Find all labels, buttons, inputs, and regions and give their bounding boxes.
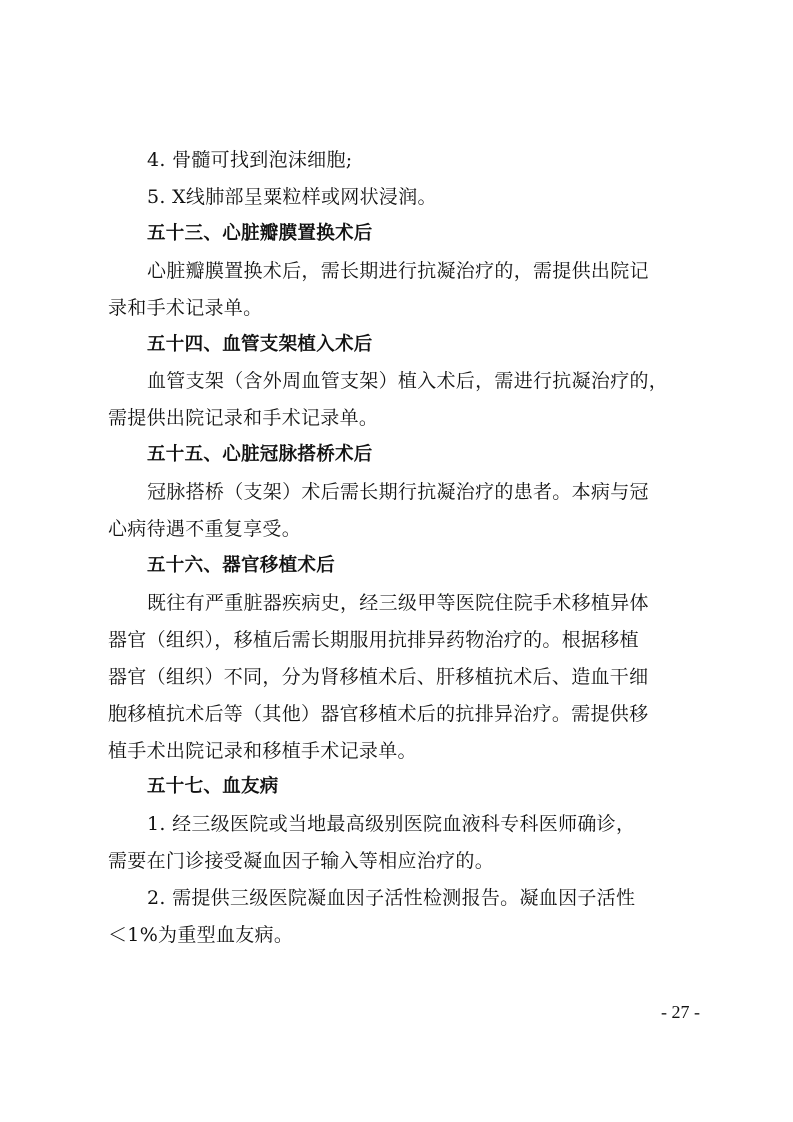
section-heading-57: 五十七、血友病 (147, 776, 279, 798)
paragraph-line: 录和手术记录单。 (108, 296, 263, 319)
paragraph-line: 心脏瓣膜置换术后，需长期进行抗凝治疗的，需提供出院记 (147, 259, 649, 282)
paragraph-line: 心病待遇不重复享受。 (108, 518, 302, 541)
paragraph-line: 胞移植抗术后等（其他）器官移植术后的抗排异治疗。需提供移 (108, 702, 649, 725)
paragraph-line: 器官（组织），移植后需长期服用抗排异药物治疗的。根据移植 (108, 628, 639, 651)
list-item-diagnosis: 1. 经三级医院或当地最高级别医院血液科专科医师确诊， (147, 813, 636, 836)
section-heading-54: 五十四、血管支架植入术后 (147, 333, 373, 355)
paragraph-line: 需要在门诊接受凝血因子输入等相应治疗的。 (108, 850, 495, 873)
paragraph-line: ＜1%为重型血友病。 (108, 924, 294, 947)
section-heading-56: 五十六、器官移植术后 (147, 554, 336, 576)
paragraph-line: 血管支架（含外周血管支架）植入术后，需进行抗凝治疗的， (147, 370, 669, 393)
list-item-foam-cells: 4. 骨髓可找到泡沫细胞; (147, 149, 353, 171)
paragraph-line: 植手术出院记录和移植手术记录单。 (108, 739, 417, 762)
paragraph-line: 需提供出院记录和手术记录单。 (108, 407, 379, 430)
paragraph-line: 既往有严重脏器疾病史，经三级甲等医院住院手术移植异体 (147, 591, 649, 614)
section-heading-53: 五十三、心脏瓣膜置换术后 (147, 222, 373, 244)
body-text (108, 142, 696, 954)
page-number: - 27 - (661, 1002, 700, 1022)
list-item-lung-xray: 5. X线肺部呈粟粒样或网状浸润。 (147, 185, 437, 208)
paragraph-line: 冠脉搭桥（支架）术后需长期行抗凝治疗的患者。本病与冠 (147, 481, 649, 504)
section-heading-55: 五十五、心脏冠脉搭桥术后 (147, 444, 373, 466)
paragraph-line: 器官（组织）不同，分为肾移植术后、肝移植抗术后、造血干细 (108, 665, 649, 688)
list-item-activity-report: 2. 需提供三级医院凝血因子活性检测报告。凝血因子活性 (147, 887, 636, 910)
